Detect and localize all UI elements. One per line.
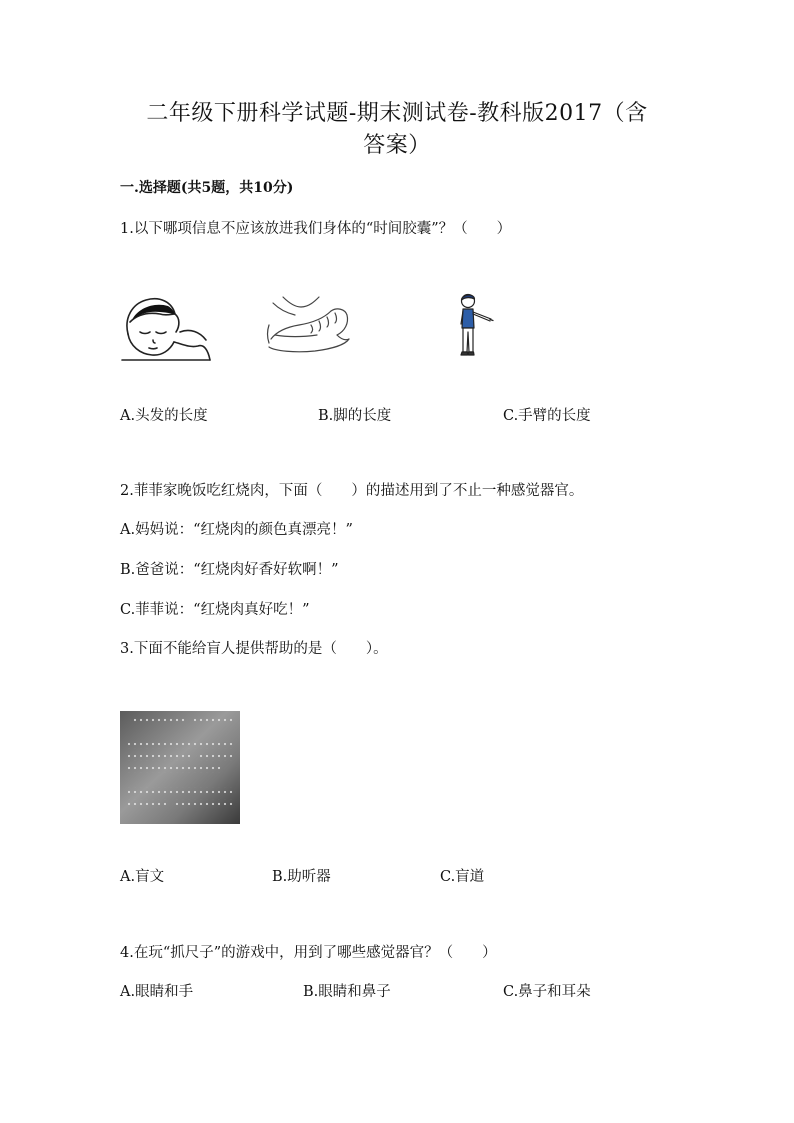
q4-option-a: A.眼睛和手	[120, 984, 194, 1000]
q3-option-a: A.盲文	[120, 869, 165, 885]
page-title	[110, 98, 684, 162]
q3-option-b: B.助听器	[272, 869, 331, 885]
question-1-stem: 1.以下哪项信息不应该放进我们身体的“时间胶囊”？（ ）	[120, 221, 512, 237]
section-heading: 一.选择题(共5题，共10分)	[120, 180, 294, 196]
title-line-1: 二年级下册科学试题-期末测试卷-教科版2017（含	[146, 101, 648, 126]
sleeping-child-illustration	[120, 292, 212, 362]
question-3-stem: 3.下面不能给盲人提供帮助的是（ ）。	[120, 641, 388, 657]
foot-illustration	[265, 295, 351, 355]
title-line-2: 答案）	[363, 133, 431, 158]
q4-option-b: B.眼睛和鼻子	[303, 984, 391, 1000]
braille-photo	[120, 711, 240, 824]
q1-option-c: C.手臂的长度	[503, 408, 591, 424]
q2-option-a: A.妈妈说：“红烧肉的颜色真漂亮！”	[120, 522, 353, 538]
q2-option-b: B.爸爸说：“红烧肉好香好软啊！”	[120, 562, 339, 578]
boy-pointing-illustration	[455, 292, 497, 360]
q4-option-c: C.鼻子和耳朵	[503, 984, 591, 1000]
q1-option-a: A.头发的长度	[120, 408, 208, 424]
q3-option-c: C.盲道	[440, 869, 485, 885]
q2-option-c: C.菲菲说：“红烧肉真好吃！”	[120, 602, 310, 618]
question-2-stem: 2.菲菲家晚饭吃红烧肉，下面（ ）的描述用到了不止一种感觉器官。	[120, 483, 584, 499]
question-4-stem: 4.在玩“抓尺子”的游戏中，用到了哪些感觉器官？（ ）	[120, 945, 497, 961]
q1-option-b: B.脚的长度	[318, 408, 392, 424]
